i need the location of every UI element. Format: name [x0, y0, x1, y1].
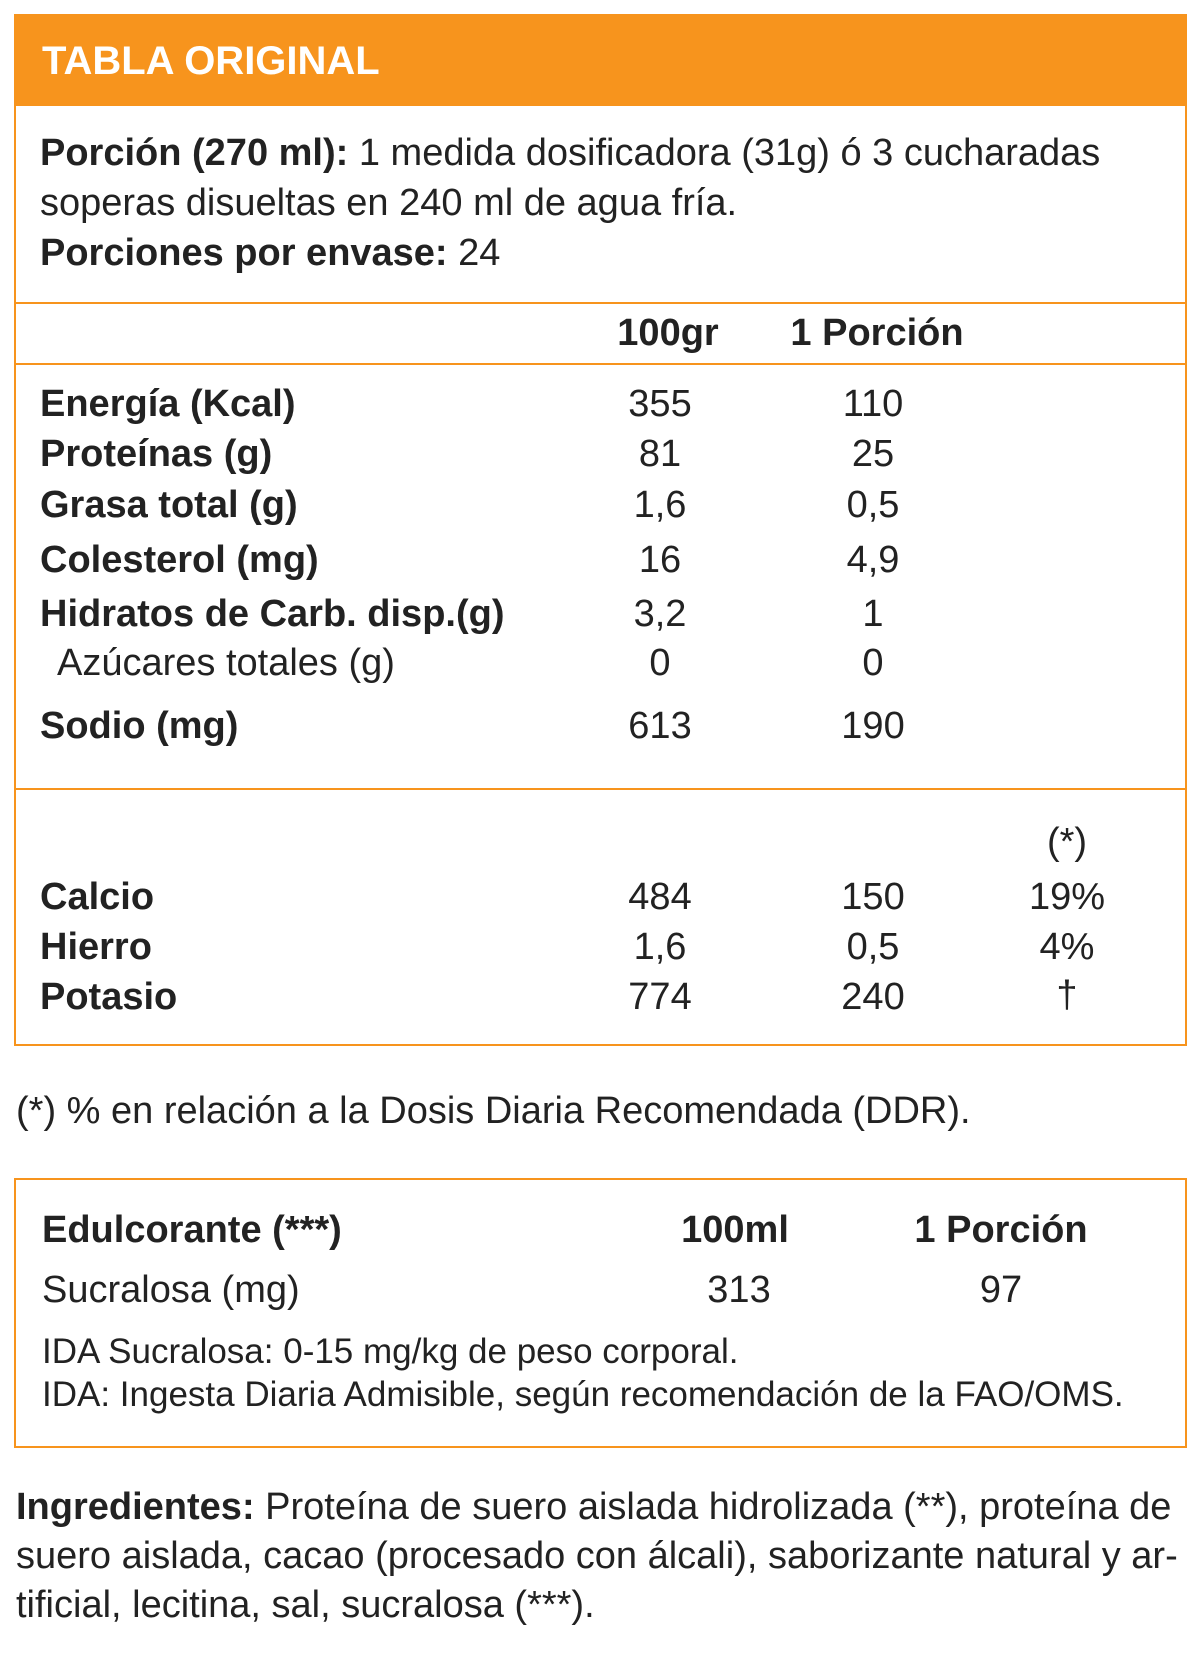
table-header-band	[16, 16, 1185, 106]
sweetener-col-portion: 1 Porción	[914, 1209, 1088, 1251]
ddr-header: (*)	[1046, 821, 1088, 863]
nutrient-name: Energía (Kcal)	[40, 383, 296, 425]
nutrient-portion: 110	[842, 383, 904, 425]
sweetener-row-per100: 313	[707, 1269, 771, 1311]
nutrient-portion: 0,5	[846, 484, 900, 526]
divider-2	[14, 363, 1187, 365]
col-header-portion: 1 Porción	[790, 312, 964, 354]
mineral-portion: 0,5	[846, 926, 900, 968]
nutrient-portion: 190	[841, 705, 905, 747]
portion-label: Porción (270 ml):	[40, 132, 349, 174]
mineral-name: Calcio	[40, 876, 155, 918]
nutrient-name: Proteínas (g)	[40, 433, 273, 475]
nutrient-per100: 355	[628, 383, 692, 425]
nutrient-portion: 4,9	[846, 539, 900, 581]
mineral-name: Hierro	[40, 926, 152, 968]
ingredients-label: Ingredientes:	[16, 1486, 255, 1528]
ingredients-text-1: Proteína de suero aislada hidrolizada (**), proteína de	[254, 1486, 1172, 1528]
sweetener-note-2: IDA: Ingesta Diaria Admisible, según recomendación de la FAO/OMS.	[42, 1375, 1124, 1414]
sweetener-title: Edulcorante (***)	[42, 1209, 342, 1251]
mineral-name: Potasio	[40, 976, 178, 1018]
mineral-per100: 1,6	[633, 926, 687, 968]
mineral-ddr: 19%	[1028, 876, 1106, 918]
divider-1	[14, 302, 1187, 304]
nutrient-name-sub: Azúcares totales (g)	[57, 642, 395, 684]
servings-line	[40, 228, 500, 278]
nutrient-name: Grasa total (g)	[40, 484, 298, 526]
nutrient-per100: 81	[638, 433, 682, 475]
sweetener-row-portion: 97	[979, 1269, 1023, 1311]
nutrient-portion: 25	[851, 433, 895, 475]
nutrient-name: Colesterol (mg)	[40, 539, 319, 581]
servings-label: Porciones por envase:	[40, 232, 448, 274]
sweetener-col-per100: 100ml	[681, 1209, 789, 1251]
nutrient-per100: 3,2	[633, 593, 687, 635]
ingredients-line-2: suero aislada, cacao (procesado con álcali), saborizante natural y ar-	[16, 1535, 1178, 1577]
nutrient-name: Hidratos de Carb. disp.(g)	[40, 593, 505, 635]
nutrient-per100: 16	[638, 539, 682, 581]
nutrient-per100: 613	[628, 705, 692, 747]
nutrient-portion: 1	[862, 593, 884, 635]
mineral-per100: 774	[628, 976, 692, 1018]
divider-3	[14, 788, 1187, 790]
nutrient-portion: 0	[862, 642, 884, 684]
mineral-portion: 150	[841, 876, 905, 918]
portion-line-1	[40, 128, 1100, 178]
nutrient-name: Sodio (mg)	[40, 705, 239, 747]
ddr-footnote: (*) % en relación a la Dosis Diaria Recomendada (DDR).	[16, 1090, 971, 1132]
portion-text-2: soperas disueltas en 240 ml de agua fría.	[40, 182, 738, 224]
nutrient-per100: 1,6	[633, 484, 687, 526]
ingredients-line-3: tificial, lecitina, sal, sucralosa (***).	[16, 1584, 595, 1626]
portion-text-1: 1 medida dosificadora (31g) ó 3 cucharadas	[348, 132, 1101, 174]
ingredients-line-1	[16, 1482, 1171, 1532]
table-title: TABLA ORIGINAL	[42, 39, 380, 83]
sweetener-note-1: IDA Sucralosa: 0-15 mg/kg de peso corporal.	[42, 1332, 739, 1371]
mineral-per100: 484	[628, 876, 692, 918]
mineral-ddr: †	[1056, 974, 1078, 1016]
mineral-ddr: 4%	[1039, 926, 1095, 968]
sweetener-row-name: Sucralosa (mg)	[42, 1269, 300, 1311]
nutrient-per100: 0	[649, 642, 671, 684]
servings-value: 24	[447, 232, 501, 274]
col-header-per100: 100gr	[617, 312, 719, 354]
mineral-portion: 240	[841, 976, 905, 1018]
